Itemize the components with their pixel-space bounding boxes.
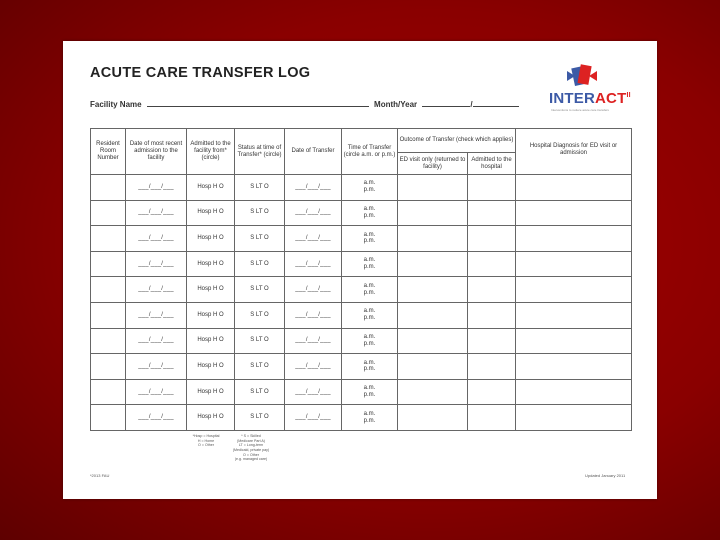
am-option[interactable]: a.m.	[363, 257, 376, 264]
diagnosis-cell[interactable]	[516, 302, 632, 328]
diagnosis-cell[interactable]	[516, 226, 632, 252]
room-number-cell[interactable]	[91, 226, 126, 252]
status-cell[interactable]: S LT O	[235, 354, 285, 380]
room-number-cell[interactable]	[91, 251, 126, 277]
transfer-time-cell[interactable]	[342, 175, 398, 201]
admitted-from-cell[interactable]: Hosp H O	[187, 175, 235, 201]
diagnosis-cell[interactable]	[516, 405, 632, 431]
am-option[interactable]: a.m.	[363, 385, 376, 392]
admitted-hospital-checkbox-cell[interactable]	[468, 200, 516, 226]
admission-date-cell[interactable]: ___/___/___	[126, 379, 187, 405]
room-number-cell[interactable]	[91, 379, 126, 405]
year-field[interactable]	[473, 99, 519, 107]
pm-option[interactable]: p.m.	[363, 187, 376, 194]
ed-visit-checkbox-cell[interactable]	[398, 354, 468, 380]
am-option[interactable]: a.m.	[363, 308, 376, 315]
header-outcome: Outcome of Transfer (check which applies)	[398, 129, 516, 153]
pm-option[interactable]: p.m.	[363, 417, 376, 424]
pm-option[interactable]: p.m.	[363, 238, 376, 245]
transfer-time-cell[interactable]	[342, 277, 398, 303]
ed-visit-checkbox-cell[interactable]	[398, 200, 468, 226]
am-option[interactable]: a.m.	[363, 180, 376, 187]
table-row	[91, 379, 632, 405]
transfer-date-cell[interactable]: ___/___/___	[285, 302, 342, 328]
logo-subtitle: Interventions to reduce acute care transfers	[551, 108, 609, 112]
am-option[interactable]: a.m.	[363, 231, 376, 238]
status-key: * S = Skilled (Medicare Part A) LT = Long-term (Medicaid, private pay) O = Other (e.g. managed care)	[232, 434, 270, 462]
header-time-transfer: Time of Transfer (circle a.m. or p.m.)	[342, 129, 398, 175]
diagnosis-cell[interactable]	[516, 277, 632, 303]
diagnosis-cell[interactable]	[516, 328, 632, 354]
updated-note: Updated January 2011	[585, 473, 626, 478]
transfer-date-cell[interactable]: ___/___/___	[285, 277, 342, 303]
admitted-from-cell[interactable]: Hosp H O	[187, 354, 235, 380]
am-option[interactable]: a.m.	[363, 359, 376, 366]
admitted-from-cell[interactable]: Hosp H O	[187, 405, 235, 431]
admitted-hospital-checkbox-cell[interactable]	[468, 379, 516, 405]
pm-option[interactable]: p.m.	[363, 289, 376, 296]
table-row	[91, 405, 632, 431]
admission-date-cell[interactable]: ___/___/___	[126, 226, 187, 252]
logo-wordmark: $INTERACT^{II}$	[549, 90, 631, 107]
am-option[interactable]: a.m.	[363, 282, 376, 289]
transfer-date-cell[interactable]: ___/___/___	[285, 200, 342, 226]
diagnosis-cell[interactable]	[516, 175, 632, 201]
logo-mark-icon	[549, 63, 649, 91]
admitted-from-cell[interactable]: Hosp H O	[187, 251, 235, 277]
pm-option[interactable]: p.m.	[363, 340, 376, 347]
admission-date-cell[interactable]: ___/___/___	[126, 175, 187, 201]
ed-visit-checkbox-cell[interactable]	[398, 328, 468, 354]
admitted-hospital-checkbox-cell[interactable]	[468, 302, 516, 328]
admitted-hospital-checkbox-cell[interactable]	[468, 405, 516, 431]
status-cell[interactable]: S LT O	[235, 328, 285, 354]
pm-option[interactable]: p.m.	[363, 366, 376, 373]
header-date-transfer: Date of Transfer	[285, 129, 342, 175]
status-cell[interactable]: S LT O	[235, 200, 285, 226]
admission-date-cell[interactable]: ___/___/___	[126, 277, 187, 303]
form-title: ACUTE CARE TRANSFER LOG	[90, 65, 311, 81]
ed-visit-checkbox-cell[interactable]	[398, 379, 468, 405]
table-row	[91, 354, 632, 380]
table-row	[91, 226, 632, 252]
admitted-hospital-checkbox-cell[interactable]	[468, 328, 516, 354]
ed-visit-checkbox-cell[interactable]	[398, 277, 468, 303]
transfer-date-cell[interactable]: ___/___/___	[285, 354, 342, 380]
admitted-from-cell[interactable]: Hosp H O	[187, 200, 235, 226]
header-admitted-hospital: Admitted to the hospital	[468, 153, 516, 175]
pm-option[interactable]: p.m.	[363, 212, 376, 219]
status-cell[interactable]: S LT O	[235, 175, 285, 201]
header-diagnosis: Hospital Diagnosis for ED visit or admission	[516, 129, 632, 175]
transfer-date-cell[interactable]: ___/___/___	[285, 405, 342, 431]
pm-option[interactable]: p.m.	[363, 392, 376, 399]
transfer-date-cell[interactable]: ___/___/___	[285, 251, 342, 277]
transfer-log-form	[63, 41, 657, 499]
status-cell[interactable]: S LT O	[235, 379, 285, 405]
facility-line: Facility Name Month/Year /	[90, 99, 519, 109]
table-row	[91, 200, 632, 226]
facility-name-label: Facility Name	[90, 100, 142, 109]
am-option[interactable]: a.m.	[363, 410, 376, 417]
diagnosis-cell[interactable]	[516, 200, 632, 226]
ed-visit-checkbox-cell[interactable]	[398, 302, 468, 328]
month-field[interactable]	[422, 99, 470, 107]
room-number-cell[interactable]	[91, 328, 126, 354]
transfer-date-cell[interactable]: ___/___/___	[285, 328, 342, 354]
header-admitted-from: Admitted to the facility from* (circle)	[187, 129, 235, 175]
status-cell[interactable]: S LT O	[235, 226, 285, 252]
am-option[interactable]: a.m.	[363, 206, 376, 212]
admitted-from-key: *Hosp = Hospital H = Home O = Other	[192, 434, 220, 448]
admission-date-cell[interactable]: ___/___/___	[126, 200, 187, 226]
table-row	[91, 328, 632, 354]
interact-logo	[549, 63, 649, 113]
header-resident-room: Resident Room Number	[91, 129, 126, 175]
status-cell[interactable]: S LT O	[235, 251, 285, 277]
diagnosis-cell[interactable]	[516, 251, 632, 277]
transfer-time-cell[interactable]	[342, 200, 398, 226]
admitted-hospital-checkbox-cell[interactable]	[468, 277, 516, 303]
room-number-cell[interactable]	[91, 354, 126, 380]
room-number-cell[interactable]	[91, 302, 126, 328]
admitted-from-cell[interactable]: Hosp H O	[187, 277, 235, 303]
header-status: Status at time of Transfer* (circle)	[235, 129, 285, 175]
header-admission-date: Date of most recent admission to the facility	[126, 129, 187, 175]
facility-name-field[interactable]	[147, 99, 369, 107]
transfer-log-table	[90, 128, 632, 431]
header-ed-visit: ED visit only (returned to facility)	[398, 153, 468, 175]
room-number-cell[interactable]	[91, 277, 126, 303]
status-cell[interactable]: S LT O	[235, 405, 285, 431]
table-row	[91, 277, 632, 303]
status-cell[interactable]: S LT O	[235, 302, 285, 328]
pm-option[interactable]: p.m.	[363, 315, 376, 322]
transfer-date-cell[interactable]: ___/___/___	[285, 226, 342, 252]
ed-visit-checkbox-cell[interactable]	[398, 175, 468, 201]
admission-date-cell[interactable]: ___/___/___	[126, 302, 187, 328]
table-row	[91, 251, 632, 277]
copyright-note: *2013 FAU	[90, 473, 110, 478]
month-year-label: Month/Year	[374, 100, 418, 109]
pm-option[interactable]: p.m.	[363, 264, 376, 271]
table-row	[91, 302, 632, 328]
am-option[interactable]: a.m.	[363, 333, 376, 340]
transfer-time-cell[interactable]	[342, 328, 398, 354]
transfer-time-cell[interactable]	[342, 251, 398, 277]
diagnosis-cell[interactable]	[516, 354, 632, 380]
status-cell[interactable]: S LT O	[235, 277, 285, 303]
admitted-from-cell[interactable]: Hosp H O	[187, 302, 235, 328]
admitted-from-cell[interactable]: Hosp H O	[187, 379, 235, 405]
transfer-date-cell[interactable]: ___/___/___	[285, 379, 342, 405]
admitted-hospital-checkbox-cell[interactable]	[468, 226, 516, 252]
room-number-cell[interactable]	[91, 175, 126, 201]
admitted-hospital-checkbox-cell[interactable]	[468, 175, 516, 201]
admission-date-cell[interactable]: ___/___/___	[126, 405, 187, 431]
admission-date-cell[interactable]: ___/___/___	[126, 328, 187, 354]
transfer-time-cell[interactable]	[342, 302, 398, 328]
admitted-from-cell[interactable]: Hosp H O	[187, 328, 235, 354]
admitted-hospital-checkbox-cell[interactable]	[468, 251, 516, 277]
ed-visit-checkbox-cell[interactable]	[398, 226, 468, 252]
admission-date-cell[interactable]: ___/___/___	[126, 251, 187, 277]
room-number-cell[interactable]	[91, 200, 126, 226]
transfer-time-cell[interactable]	[342, 379, 398, 405]
admitted-hospital-checkbox-cell[interactable]	[468, 354, 516, 380]
transfer-date-cell[interactable]: ___/___/___	[285, 175, 342, 201]
admission-date-cell[interactable]: ___/___/___	[126, 354, 187, 380]
table-row	[91, 175, 632, 201]
ed-visit-checkbox-cell[interactable]	[398, 251, 468, 277]
admitted-from-cell[interactable]: Hosp H O	[187, 226, 235, 252]
transfer-time-cell[interactable]	[342, 226, 398, 252]
diagnosis-cell[interactable]	[516, 379, 632, 405]
transfer-time-cell[interactable]	[342, 405, 398, 431]
room-number-cell[interactable]	[91, 405, 126, 431]
ed-visit-checkbox-cell[interactable]	[398, 405, 468, 431]
transfer-time-cell[interactable]	[342, 354, 398, 380]
